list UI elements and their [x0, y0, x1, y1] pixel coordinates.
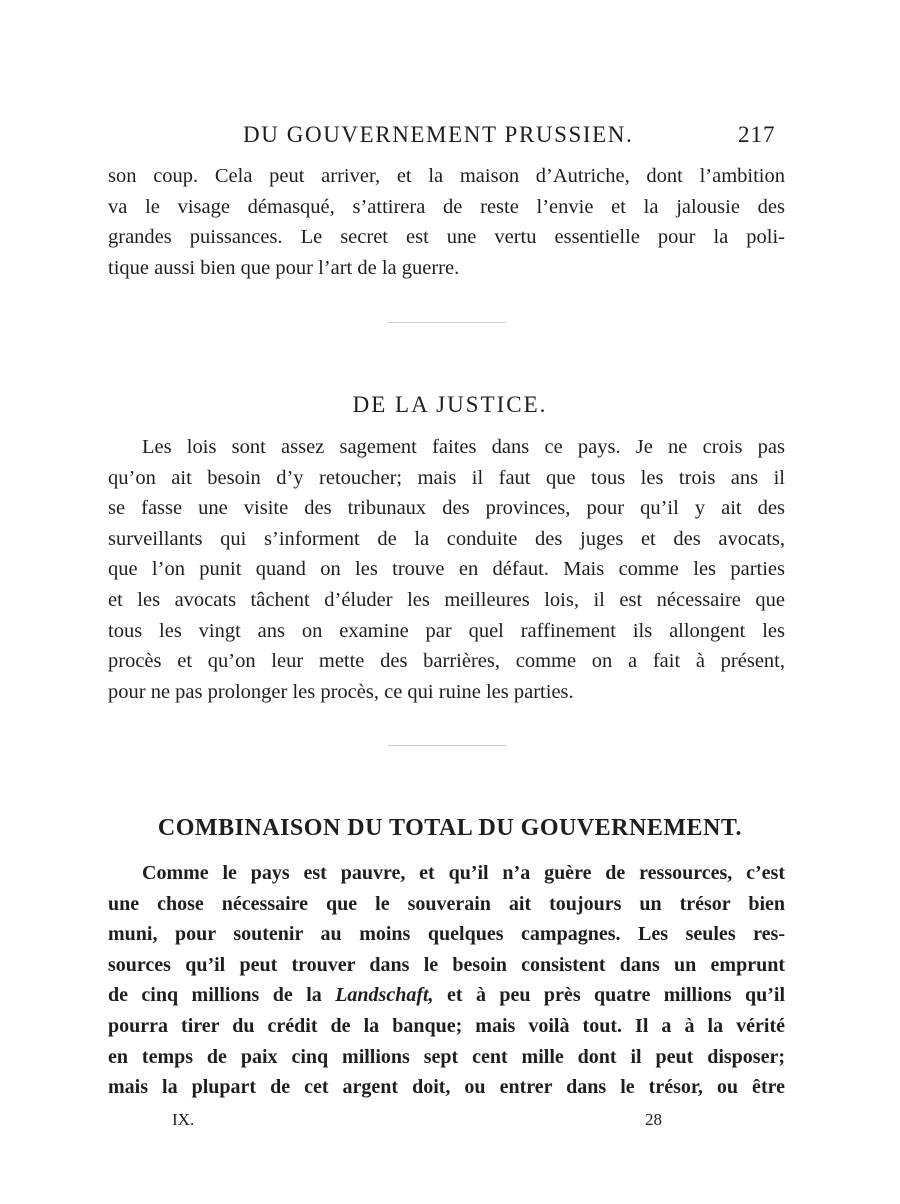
text-run: de cinq millions de la: [108, 984, 336, 1007]
page-number: 217: [738, 122, 776, 147]
text-line: tous les vingt ans on examine par quel raffinement ils allongent les: [108, 619, 785, 642]
text-line: tique aussi bien que pour l’art de la guerre.: [108, 256, 460, 279]
text-line: en temps de paix cinq millions sept cent mille dont il peut disposer;: [108, 1045, 785, 1068]
text-line: sources qu’il peut trouver dans le besoin consistent dans un emprunt: [108, 953, 785, 976]
text-line: procès et qu’on leur mette des barrières, comme on a fait à présent,: [108, 650, 785, 673]
text-line: pourra tirer du crédit de la banque; mais voilà tout. Il a à la vérité: [108, 1014, 785, 1037]
text-line: Comme le pays est pauvre, et qu’il n’a guère de ressources, c’est: [142, 862, 785, 884]
signature-mark: IX.: [172, 1110, 195, 1129]
running-title: DU GOUVERNEMENT PRUSSIEN.: [243, 122, 634, 147]
text-line: surveillants qui s’informent de la conduite des juges et des avocats,: [108, 527, 785, 550]
justice-paragraph: [108, 432, 785, 707]
text-line: pour ne pas prolonger les procès, ce qui ruine les parties.: [108, 680, 574, 703]
text-line: mais la plupart de cet argent doit, ou entrer dans le trésor, ou être: [108, 1076, 785, 1099]
continuation-paragraph: [108, 161, 785, 283]
text-line-landschaft: [108, 980, 785, 1011]
section-title-combinaison: COMBINAISON DU TOTAL DU GOUVERNEMENT.: [157, 815, 743, 841]
section-divider: [388, 745, 506, 746]
text-line: une chose nécessaire que le souverain ait toujours un trésor bien: [108, 892, 785, 915]
combinaison-paragraph: [108, 858, 785, 1103]
italic-term-landschaft: Landschaft,: [335, 984, 434, 1007]
text-line: muni, pour soutenir au moins quelques campagnes. Les seules res-: [108, 923, 785, 946]
section-title-justice: DE LA JUSTICE.: [352, 392, 548, 417]
text-line: Les lois sont assez sagement faites dans ce pays. Je ne crois pas: [142, 436, 785, 458]
text-line: qu’on ait besoin d’y retoucher; mais il faut que tous les trois ans il: [108, 466, 785, 489]
folio-number: 28: [645, 1110, 662, 1129]
text-line: grandes puissances. Le secret est une vertu essentielle pour la poli-: [108, 226, 785, 249]
text-line: et les avocats tâchent d’éluder les meilleures lois, il est nécessaire que: [108, 588, 785, 611]
text-line: se fasse une visite des tribunaux des provinces, pour qu’il y ait des: [108, 497, 785, 520]
text-line: que l’on punit quand on les trouve en défaut. Mais comme les parties: [108, 558, 785, 581]
text-line: son coup. Cela peut arriver, et la maison d’Autriche, dont l’ambition: [108, 165, 785, 187]
text-run: et à peu près quatre millions qu’il: [433, 984, 786, 1007]
text-line: va le visage démasqué, s’attirera de reste l’envie et la jalousie des: [108, 195, 785, 218]
section-divider: [388, 322, 506, 323]
